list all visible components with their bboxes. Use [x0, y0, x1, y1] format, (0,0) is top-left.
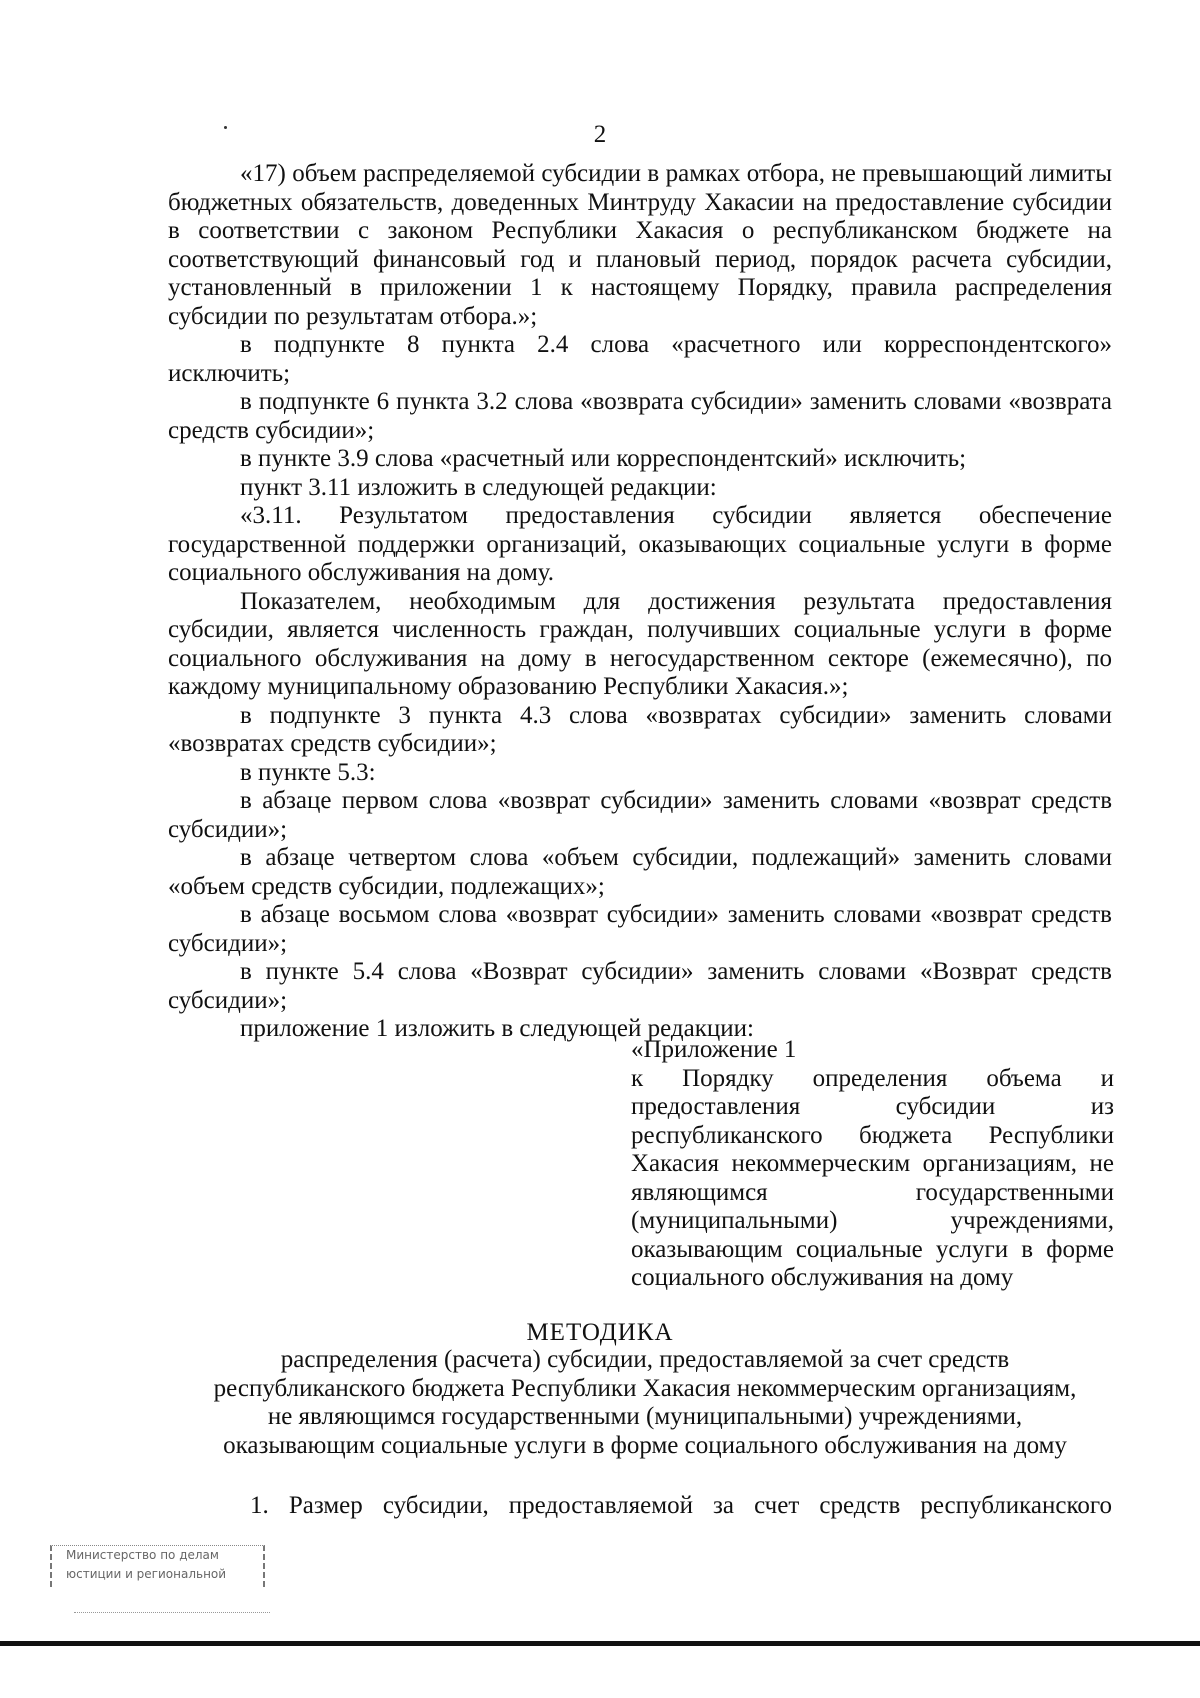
amendments-body [168, 160, 1112, 1044]
paragraph-appendix-intro: приложение 1 изложить в следующей редакции: [240, 1015, 754, 1042]
methodology-item-1: 1. Размер субсидии, предоставляемой за счет средств республиканского [250, 1492, 1112, 1519]
methodology-title: МЕТОДИКА [526, 1319, 674, 1346]
methodology-subtitle [150, 1346, 1140, 1460]
paragraph-abzac-eighth: в абзаце восьмом слова «возврат субсидии» заменить словами «возврат средств субсидии»; [168, 901, 1112, 957]
paragraph-abzac-fourth: в абзаце четвертом слова «объем субсидии, подлежащий» заменить словами «объем средств субсидии, подлежащих»; [168, 844, 1112, 900]
appendix-text: к Порядку определения объема и предоставления субсидии из республиканского бюджета Республики Хакасия некоммерческим организациям, не являющимся государственными (муниципальными) учреждениями, оказывающим социальные услуги в форме социального обслуживания на дому [631, 1064, 1114, 1291]
paragraph-point-5-4: в пункте 5.4 слова «Возврат субсидии» заменить словами «Возврат средств субсидии»; [168, 958, 1112, 1014]
paragraph-point-3-11-result: «3.11. Результатом предоставления субсидии является обеспечение государственной поддержки организаций, оказывающих социальные услуги в форме социального обслуживания на дому. [168, 502, 1112, 586]
paragraph-subpoint-8-2-4: в подпункте 8 пункта 2.4 слова «расчетного или корреспондентского» исключить; [168, 331, 1112, 387]
stamp-line: юстиции и региональной [66, 1567, 227, 1581]
methodology-subtitle-line: распределения (расчета) субсидии, предоставляемой за счет средств [280, 1346, 1010, 1373]
scan-bottom-border [0, 1641, 1200, 1646]
paragraph-point-3-9: в пункте 3.9 слова «расчетный или корреспондентский» исключить; [240, 445, 967, 472]
methodology-subtitle-line: не являющимся государственными (муниципальными) учреждениями, [267, 1403, 1023, 1430]
paragraph-indicator: Показателем, необходимым для достижения результата предоставления субсидии, является численность граждан, получивших социальные услуги в форме социального обслуживания на дому в негосударственном секторе (ежемесячно), по каждому муниципальному образованию Республики Хакасия.»; [168, 587, 1112, 700]
paragraph-point-3-11-intro: пункт 3.11 изложить в следующей редакции: [240, 473, 717, 501]
paragraph-abzac-first: в абзаце первом слова «возврат субсидии» заменить словами «возврат средств субсидии»; [168, 787, 1112, 843]
paragraph-item-17: «17) объем распределяемой субсидии в рамках отбора, не превышающий лимиты бюджетных обязательств, доведенных Минтруду Хакасии на предоставление субсидии в соответствии с законом Республики Хакасия о республиканском бюджете на соответствующий финансовый год и плановый период, порядок расчета субсидии, установленный в приложении 1 к настоящему Порядку, правила распределения субсидии по результатам отбора.»; [168, 160, 1112, 330]
appendix-title: «Приложение 1 [631, 1036, 797, 1063]
page-number: 2 [593, 121, 607, 148]
paragraph-subpoint-6-3-2: в подпункте 6 пункта 3.2 слова «возврата субсидии» заменить словами «возврата средств субсидии»; [168, 388, 1112, 444]
appendix-header [631, 1036, 1114, 1293]
stamp-line: Министерство по делам [66, 1548, 219, 1562]
methodology-subtitle-line: республиканского бюджета Республики Хакасия некоммерческим организациям, [213, 1374, 1077, 1402]
registration-stamp [50, 1545, 265, 1587]
paragraph-point-5-3: в пункте 5.3: [240, 758, 376, 786]
stamp-dotted-line [74, 1612, 270, 1613]
methodology-subtitle-line: оказывающим социальные услуги в форме социального обслуживания на дому [223, 1431, 1067, 1459]
paragraph-subpoint-3-4-3: в подпункте 3 пункта 4.3 слова «возвратах субсидии» заменить словами «возвратах средств субсидии»; [168, 701, 1112, 757]
